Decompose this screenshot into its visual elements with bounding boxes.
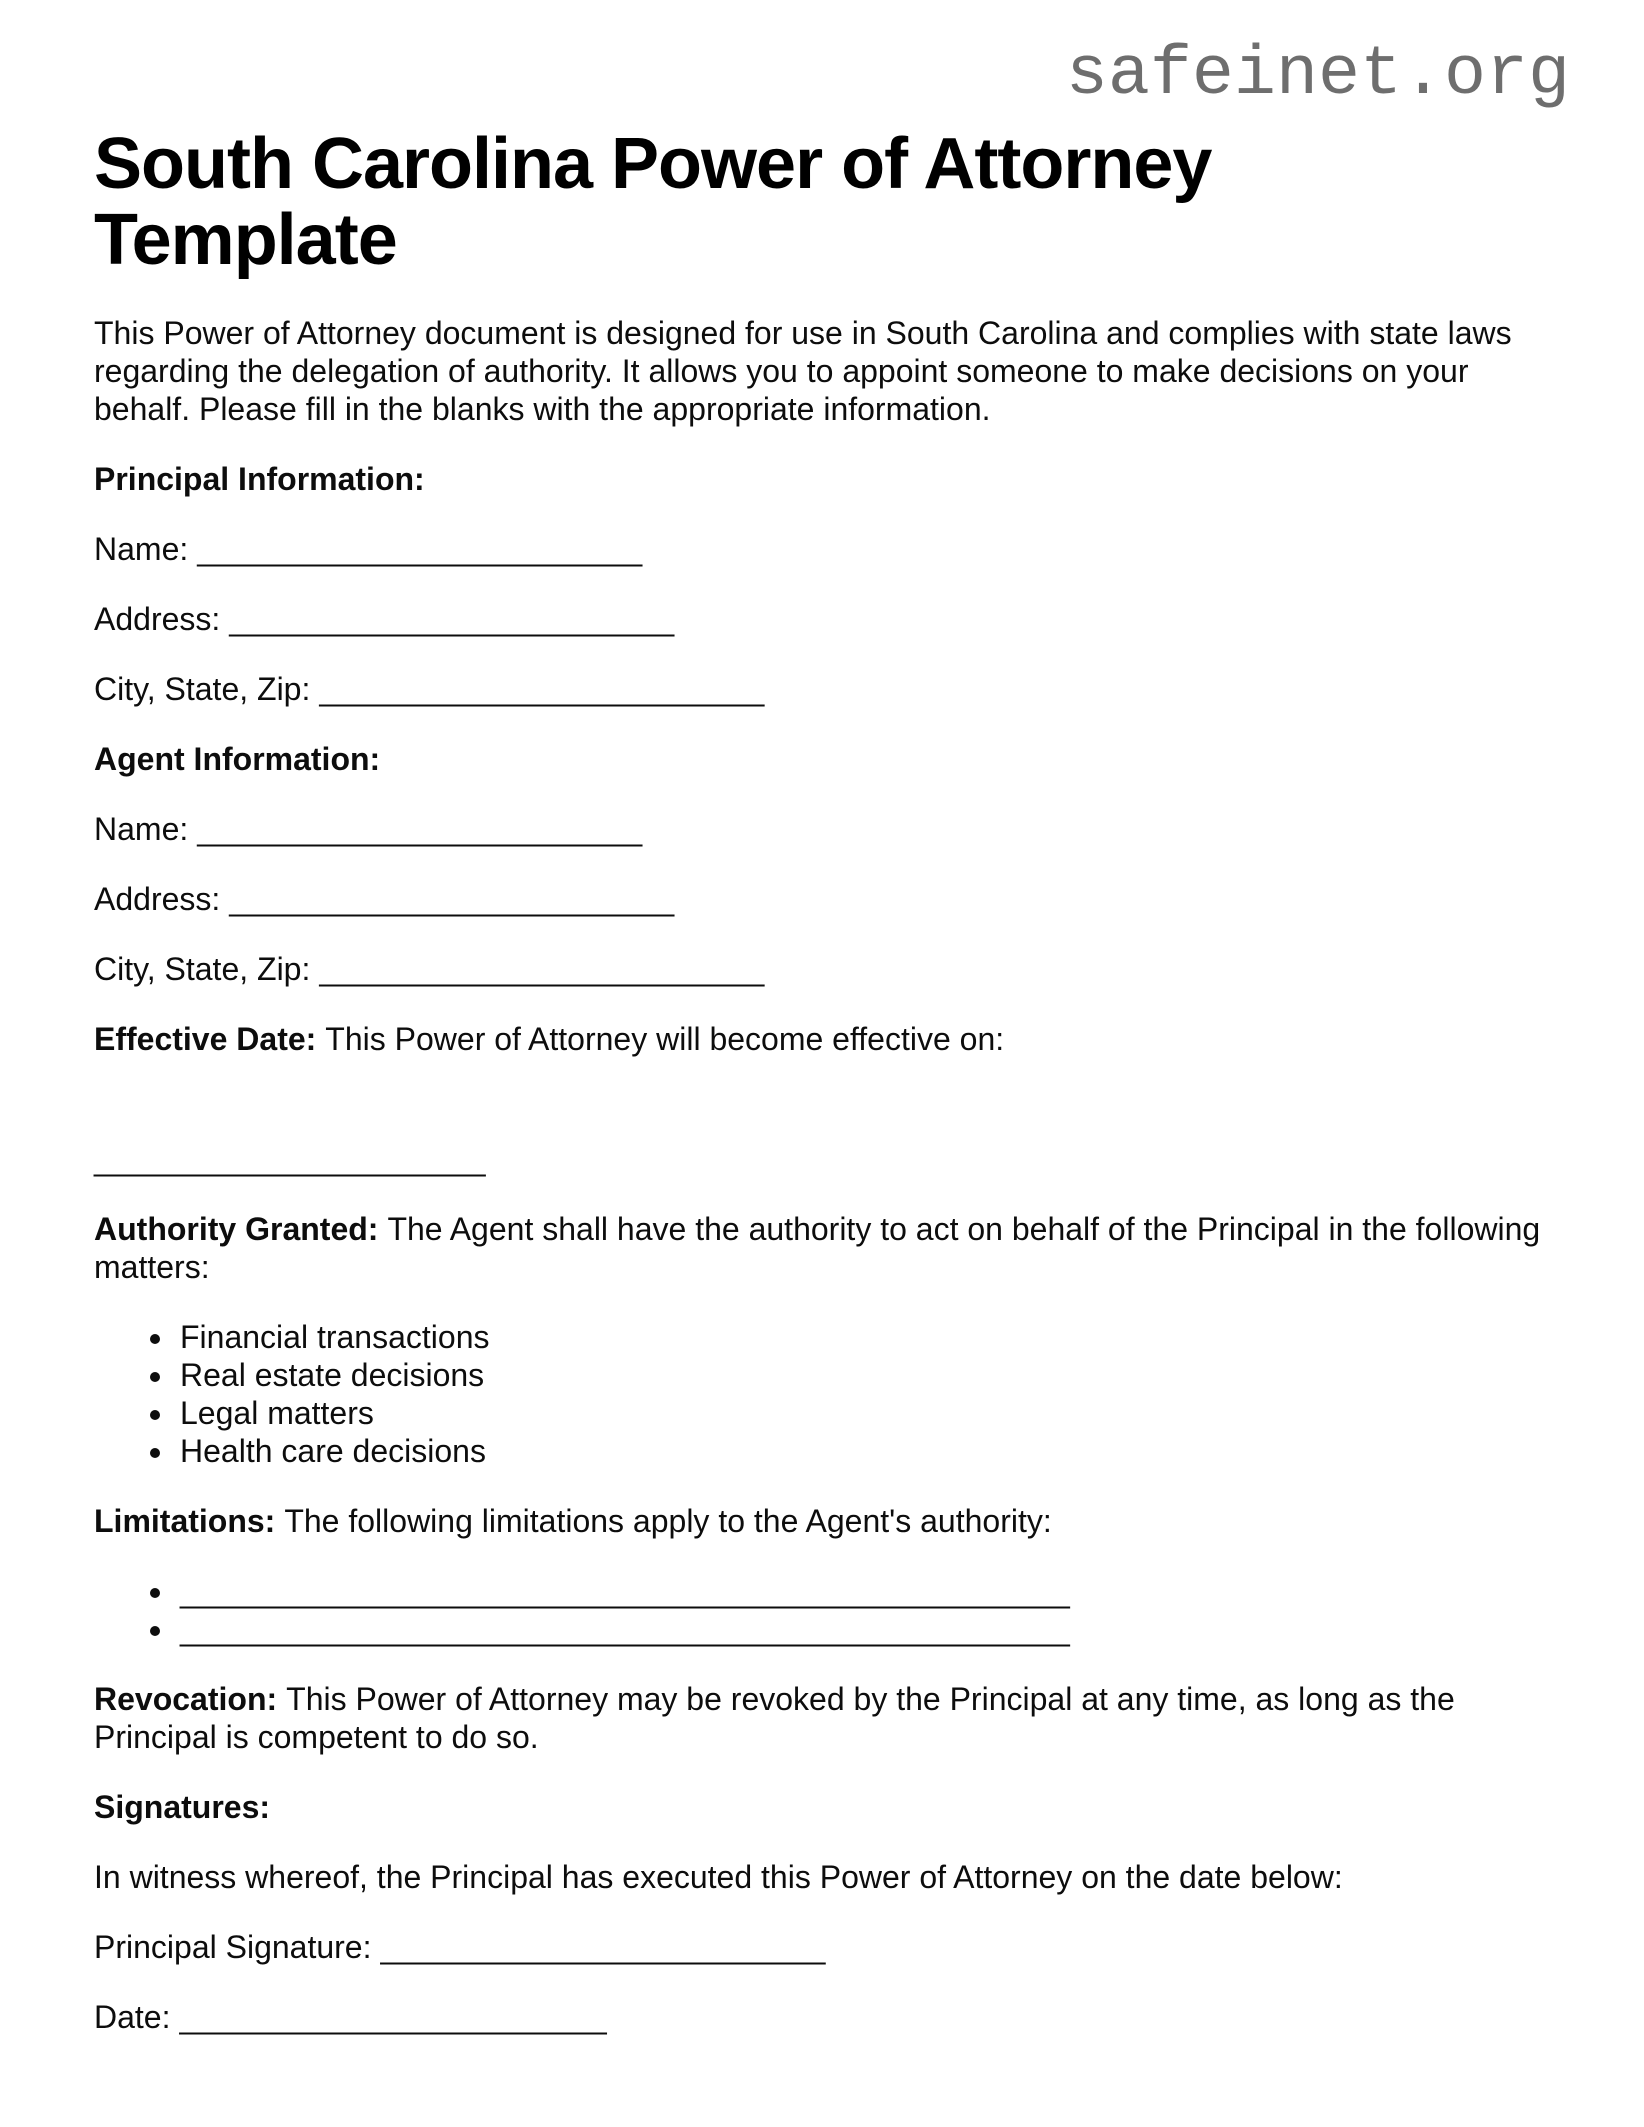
- authority-granted-label: Authority Granted:: [94, 1211, 379, 1247]
- agent-address-blank[interactable]: _________________________: [229, 881, 675, 917]
- authority-granted-paragraph: [94, 1210, 1550, 1286]
- agent-name-blank[interactable]: _________________________: [197, 811, 643, 847]
- principal-signature-field: [94, 1928, 1550, 1966]
- limitations-paragraph: [94, 1502, 1550, 1540]
- limitation-blank-line: [176, 1572, 1550, 1610]
- revocation-text: This Power of Attorney may be revoked by the Principal at any time, as long as the Principal is competent to do so.: [94, 1681, 1455, 1755]
- effective-date-label: Effective Date:: [94, 1021, 317, 1057]
- limitations-text: The following limitations apply to the Agent's authority:: [284, 1503, 1052, 1539]
- authority-list-item: • Health care decisions: [176, 1432, 1550, 1470]
- principal-address-field: [94, 600, 1550, 638]
- agent-name-label: Name:: [94, 811, 189, 847]
- limitation-blank[interactable]: __________________________________________________: [180, 1573, 1070, 1609]
- page-title: South Carolina Power of Attorney Template: [94, 124, 1212, 280]
- agent-address-label: Address:: [94, 881, 221, 917]
- date-label: Date:: [94, 1999, 171, 2035]
- authority-list-item: • Legal matters: [176, 1394, 1550, 1432]
- site-logo: safeinet.org: [1065, 36, 1570, 115]
- revocation-label: Revocation:: [94, 1681, 278, 1717]
- principal-signature-label: Principal Signature:: [94, 1929, 372, 1965]
- principal-address-blank[interactable]: _________________________: [229, 601, 675, 637]
- principal-signature-blank[interactable]: _________________________: [380, 1929, 826, 1965]
- intro-paragraph: This Power of Attorney document is designed for use in South Carolina and complies with state laws regarding the delegation of authority. It allows you to appoint someone to make decisions on your behalf. Please fill in the blanks with the appropriate information.: [94, 315, 1512, 427]
- authority-granted-text: The Agent shall have the authority to act on behalf of the Principal in the following matters:: [94, 1211, 1541, 1285]
- agent-name-field: [94, 810, 1550, 848]
- principal-address-label: Address:: [94, 601, 221, 637]
- date-blank[interactable]: ________________________: [179, 1999, 607, 2035]
- principal-info-heading: Principal Information:: [94, 461, 425, 497]
- authority-list-item: • Real estate decisions: [176, 1356, 1550, 1394]
- principal-city-state-zip-blank[interactable]: _________________________: [319, 671, 765, 707]
- agent-city-state-zip-label: City, State, Zip:: [94, 951, 311, 987]
- agent-city-state-zip-field: [94, 950, 1550, 988]
- date-field: [94, 1998, 1550, 2036]
- principal-city-state-zip-label: City, State, Zip:: [94, 671, 311, 707]
- signatures-heading: Signatures:: [94, 1789, 271, 1825]
- principal-name-blank[interactable]: _________________________: [197, 531, 643, 567]
- effective-date-text: This Power of Attorney will become effective on:: [325, 1021, 1005, 1057]
- agent-info-heading: Agent Information:: [94, 741, 381, 777]
- limitation-blank[interactable]: __________________________________________________: [180, 1611, 1070, 1647]
- revocation-paragraph: [94, 1680, 1550, 1756]
- authority-list-item: • Financial transactions: [176, 1318, 1550, 1356]
- limitations-label: Limitations:: [94, 1503, 276, 1539]
- limitations-list: [94, 1572, 1550, 1648]
- principal-name-field: [94, 530, 1550, 568]
- principal-name-label: Name:: [94, 531, 189, 567]
- principal-city-state-zip-field: [94, 670, 1550, 708]
- effective-date-paragraph: [94, 1020, 1550, 1058]
- agent-address-field: [94, 880, 1550, 918]
- effective-date-blank[interactable]: ______________________: [94, 1141, 486, 1177]
- limitation-blank-line: [176, 1610, 1550, 1648]
- authority-list: [94, 1318, 1550, 1470]
- agent-city-state-zip-blank[interactable]: _________________________: [319, 951, 765, 987]
- witness-paragraph: In witness whereof, the Principal has executed this Power of Attorney on the date below:: [94, 1859, 1343, 1895]
- effective-date-blank-line: [94, 1140, 1550, 1178]
